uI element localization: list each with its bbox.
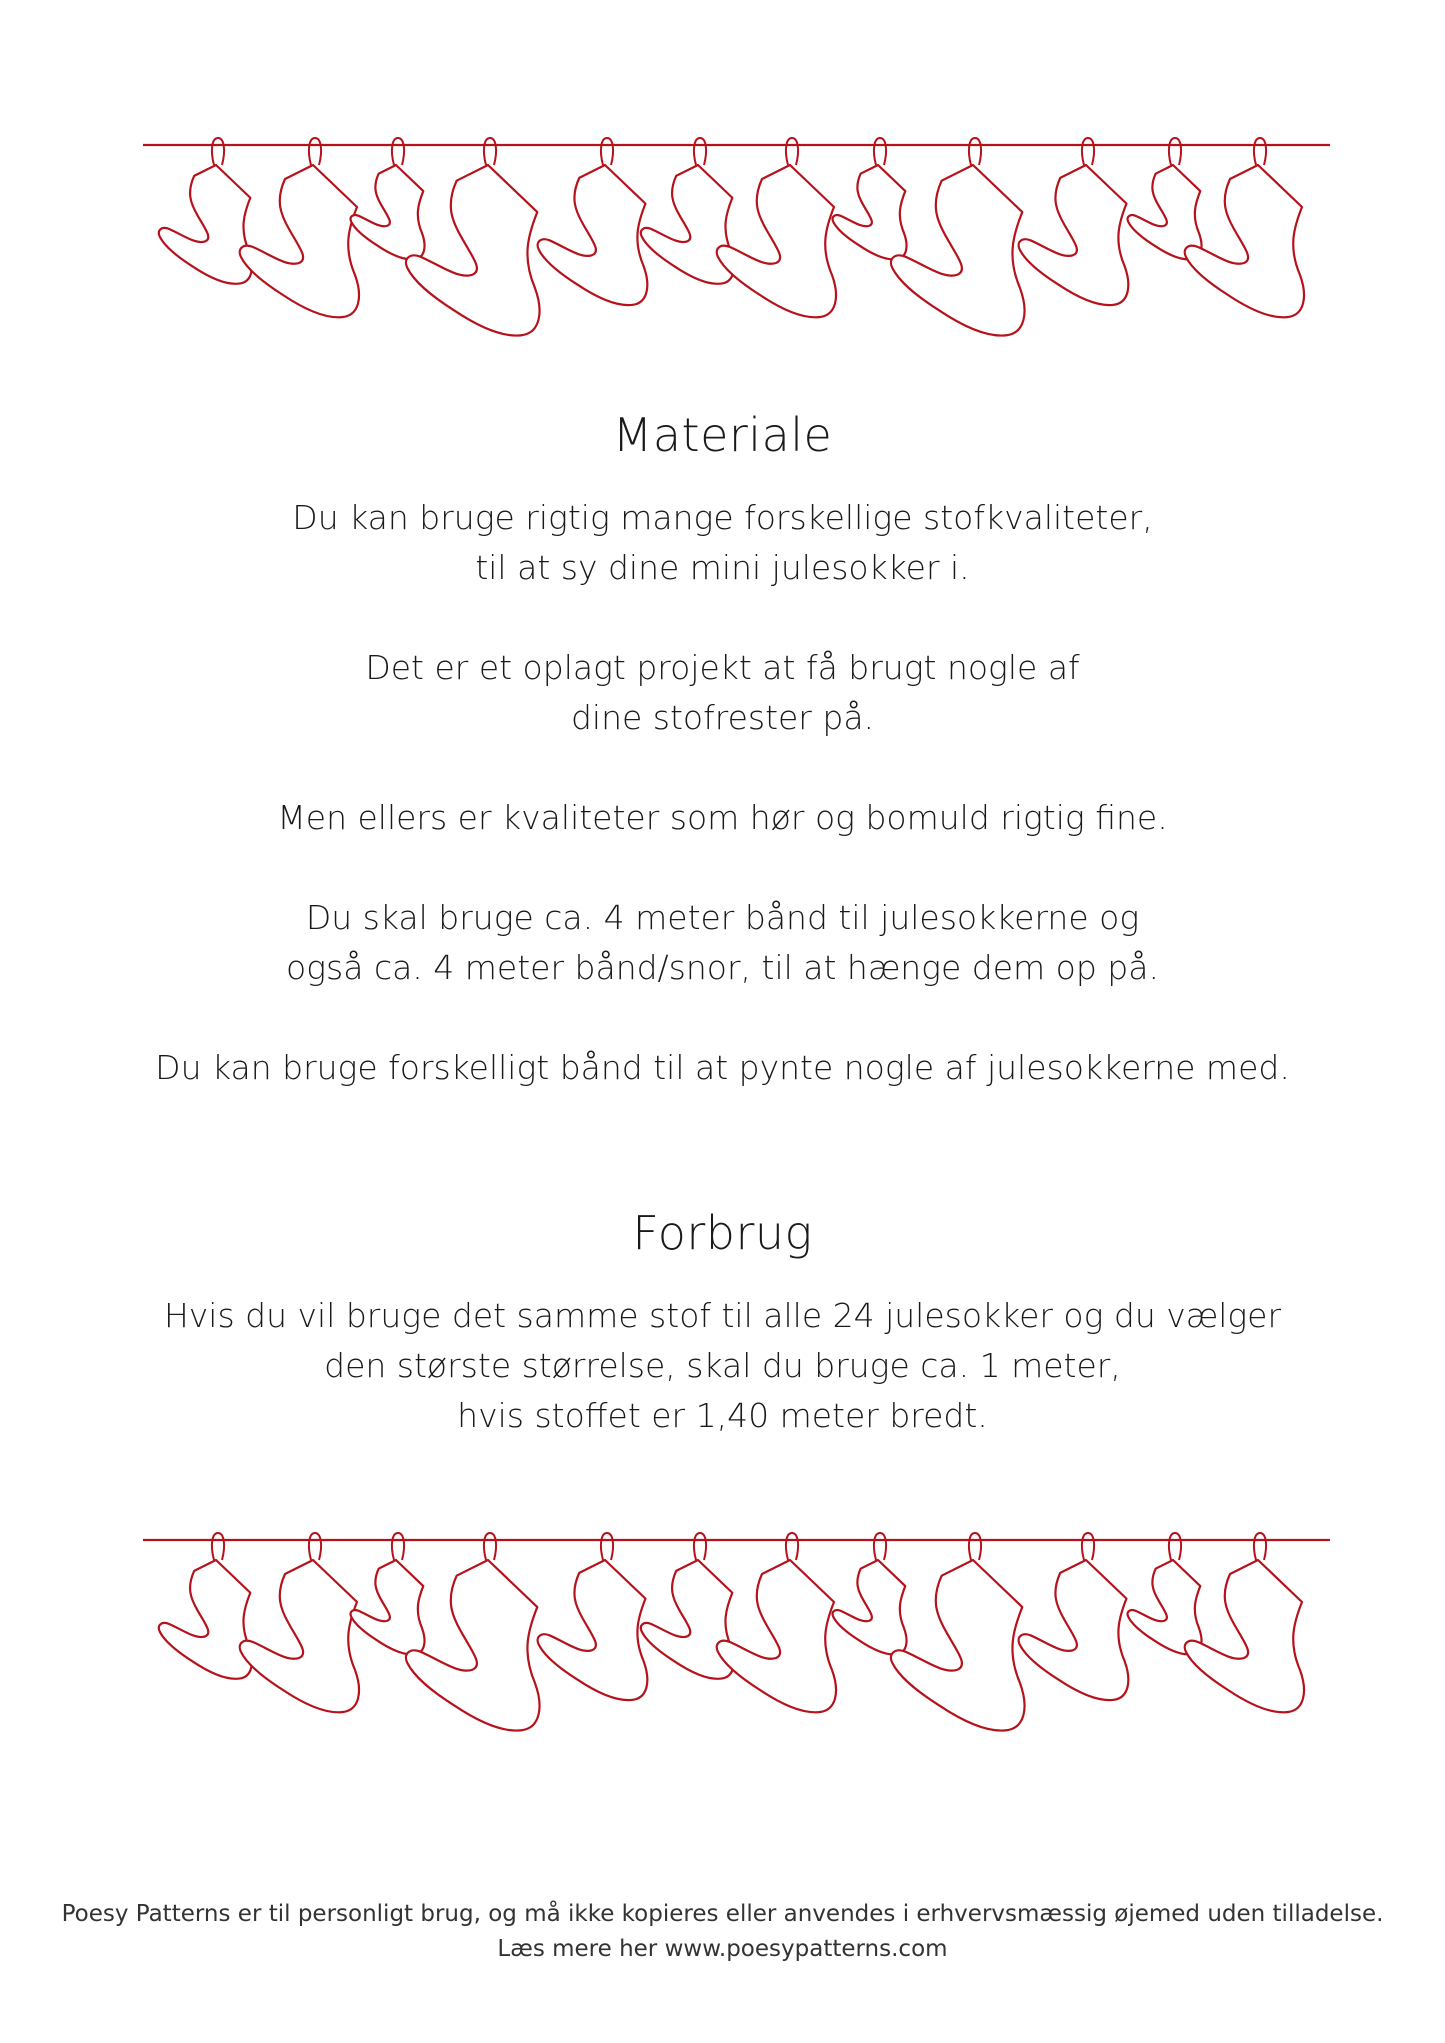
- materiale-paragraph-4: [0, 893, 1445, 993]
- stocking-garland-top: [0, 120, 1445, 360]
- text-line: Du kan bruge forskelligt bånd til at pynte nogle af julesokkerne med.: [155, 1048, 1290, 1087]
- stocking-icon: [717, 138, 836, 317]
- text-line: den største størrelse, skal du bruge ca. 1 meter,: [324, 1346, 1121, 1385]
- stocking-icon: [891, 138, 1025, 336]
- stocking-icon: [717, 1533, 836, 1712]
- text-line: også ca. 4 meter bånd/snor, til at hænge dem op på.: [286, 948, 1159, 987]
- materiale-paragraph-2: [0, 643, 1445, 743]
- stocking-icon: [406, 1533, 540, 1731]
- stocking-icon: [1185, 138, 1304, 317]
- stocking-garland-icon: [0, 1515, 1445, 1755]
- stocking-icon: [351, 138, 425, 259]
- text-line: hvis stoffet er 1,40 meter bredt.: [457, 1396, 988, 1435]
- stocking-icon: [538, 1533, 648, 1700]
- stocking-icon: [891, 1533, 1025, 1731]
- stocking-icon: [159, 138, 252, 284]
- text-line: Det er et oplagt projekt at få brugt nogle af: [365, 648, 1080, 687]
- materiale-paragraph-1: [0, 493, 1445, 593]
- stocking-icon: [406, 138, 540, 336]
- stocking-icon: [240, 1533, 359, 1712]
- stocking-icon: [159, 1533, 252, 1679]
- footer: [0, 1897, 1445, 1967]
- stocking-icon: [1019, 138, 1129, 305]
- stocking-icon: [833, 138, 907, 259]
- materiale-paragraph-5: [0, 1043, 1445, 1093]
- text-line: til at sy dine mini julesokker i.: [475, 548, 970, 587]
- text-line: dine stofrester på.: [570, 698, 875, 737]
- text-line: Du kan bruge rigtig mange forskellige stofkvaliteter,: [292, 498, 1153, 537]
- stocking-garland-icon: [0, 120, 1445, 360]
- materiale-paragraph-3: [0, 793, 1445, 843]
- text-line: Du skal bruge ca. 4 meter bånd til julesokkerne og: [305, 898, 1140, 937]
- stocking-icon: [1185, 1533, 1304, 1712]
- stocking-icon: [1128, 138, 1202, 259]
- stocking-icon: [833, 1533, 907, 1654]
- stocking-icon: [1019, 1533, 1129, 1700]
- text-line: Hvis du vil bruge det samme stof til alle 24 julesokker og du vælger: [163, 1296, 1282, 1335]
- stocking-icon: [351, 1533, 425, 1654]
- stocking-icon: [538, 138, 648, 305]
- forbrug-title: Forbrug: [632, 1206, 813, 1260]
- stocking-icon: [240, 138, 359, 317]
- stocking-garland-bottom: [0, 1515, 1445, 1755]
- copyright-notice: Poesy Patterns er til personligt brug, og må ikke kopieres eller anvendes i erhvervsmæssig øjemed uden tilladelse.: [61, 1901, 1384, 1927]
- materiale-title: Materiale: [612, 408, 833, 462]
- website-link: Læs mere her www.poesypatterns.com: [497, 1936, 948, 1962]
- content: [0, 405, 1445, 1441]
- stocking-icon: [1128, 1533, 1202, 1654]
- text-line: Men ellers er kvaliteter som hør og bomuld rigtig fine.: [277, 798, 1168, 837]
- forbrug-paragraph-1: [0, 1291, 1445, 1441]
